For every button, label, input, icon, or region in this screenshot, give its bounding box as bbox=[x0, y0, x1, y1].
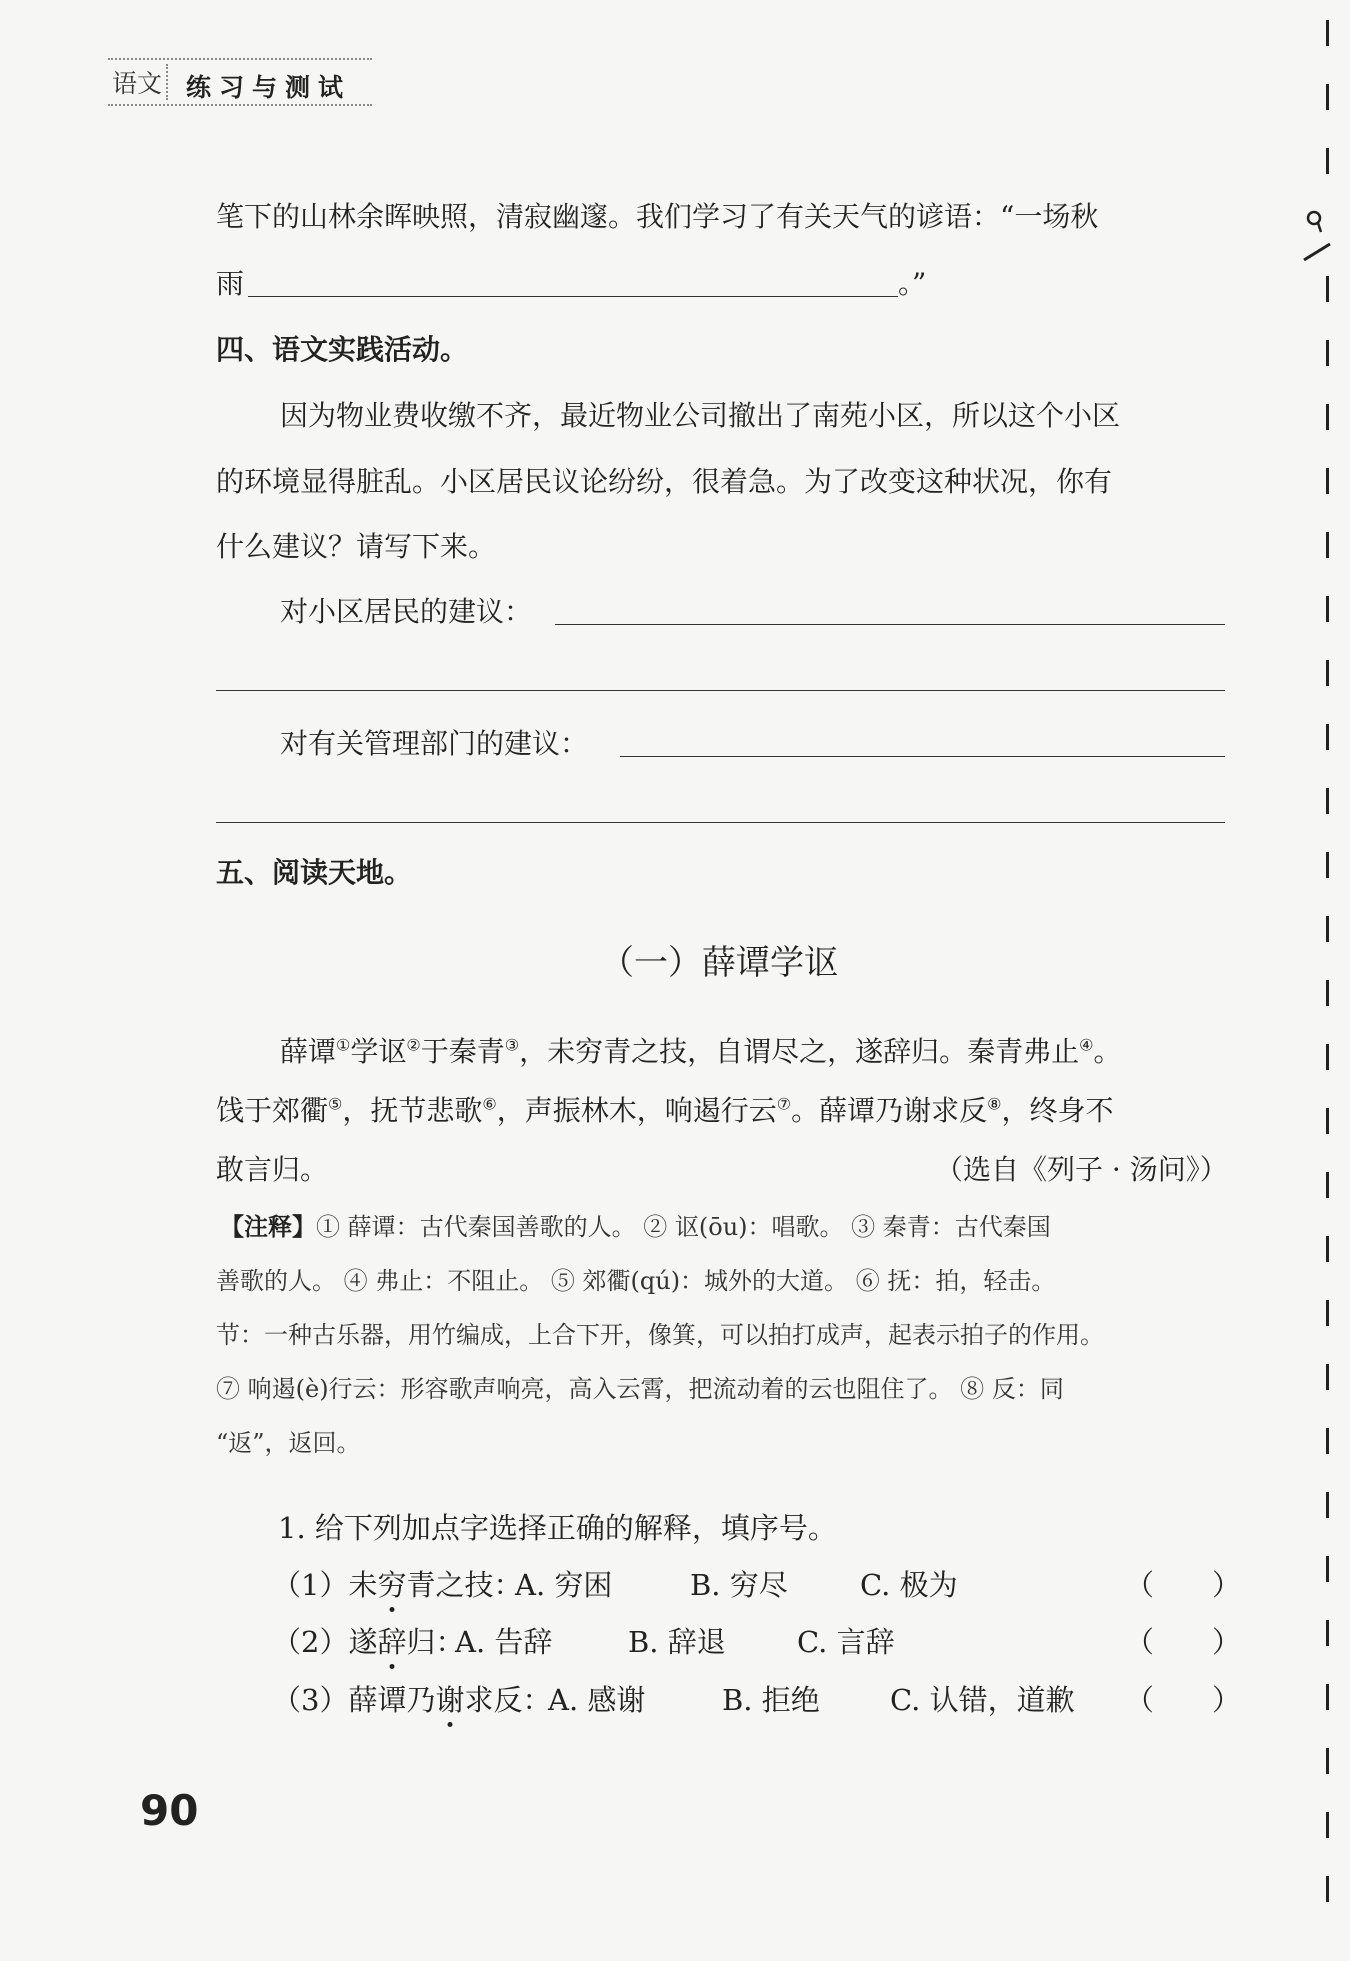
answer-paren[interactable]: （ ） bbox=[1125, 1625, 1242, 1659]
answer-blank[interactable] bbox=[555, 624, 1225, 625]
option-c[interactable]: C. 极为 bbox=[860, 1568, 958, 1602]
passage-source: （选自《列子 · 汤问》） bbox=[935, 1153, 1228, 1186]
question-prompt: 1. 给下列加点字选择正确的解释，填序号。 bbox=[278, 1511, 837, 1545]
cut-line-dash bbox=[1326, 1172, 1329, 1198]
note-line: “返”，返回。 bbox=[216, 1429, 361, 1457]
answer-blank[interactable] bbox=[248, 296, 898, 297]
question-item: （3）薛谭乃谢求反： bbox=[272, 1678, 552, 1719]
section-heading: 四、语文实践活动。 bbox=[216, 333, 469, 366]
answer-paren[interactable]: （ ） bbox=[1125, 1683, 1242, 1717]
cut-line-dash bbox=[1326, 1748, 1329, 1774]
note-line: 节：一种古乐器，用竹编成，上合下开，像箕，可以拍打成声，起表示拍子的作用。 bbox=[216, 1321, 1104, 1349]
question-item: （1）未穷青之技： bbox=[272, 1563, 523, 1604]
option-b[interactable]: B. 穷尽 bbox=[690, 1568, 788, 1602]
cut-line-dash bbox=[1326, 1428, 1329, 1454]
cut-line-dash bbox=[1326, 916, 1329, 942]
cut-line-dash bbox=[1326, 1620, 1329, 1646]
page-number: 90 bbox=[140, 1786, 199, 1835]
cut-line-dash bbox=[1326, 596, 1329, 622]
cut-line-dash bbox=[1326, 532, 1329, 558]
cut-line-dash bbox=[1326, 1300, 1329, 1326]
cut-line-dash bbox=[1326, 1044, 1329, 1070]
option-a[interactable]: A. 告辞 bbox=[455, 1625, 553, 1659]
cut-line-dash bbox=[1326, 1236, 1329, 1262]
answer-paren[interactable]: （ ） bbox=[1125, 1568, 1242, 1602]
passage-line: 敢言归。 bbox=[216, 1153, 329, 1186]
option-b[interactable]: B. 拒绝 bbox=[722, 1683, 820, 1717]
note-label: 【注释】 bbox=[220, 1213, 316, 1241]
option-c[interactable]: C. 言辞 bbox=[797, 1625, 895, 1659]
answer-blank[interactable] bbox=[216, 822, 1225, 823]
suggestion-prompt: 对有关管理部门的建议： bbox=[280, 727, 589, 760]
cut-line-dash bbox=[1326, 1812, 1329, 1838]
answer-blank[interactable] bbox=[216, 690, 1225, 691]
suggestion-prompt: 对小区居民的建议： bbox=[280, 595, 533, 628]
note-line: 善歌的人。 ④ 弗止：不阻止。 ⑤ 郊衢(qú)：城外的大道。 ⑥ 抚：拍，轻击。 bbox=[216, 1267, 1056, 1295]
cut-line-dash bbox=[1326, 1108, 1329, 1134]
text-line: 。” bbox=[898, 267, 927, 300]
cut-line-dash bbox=[1326, 468, 1329, 494]
cut-line-dash bbox=[1326, 852, 1329, 878]
cut-line-dash bbox=[1326, 1876, 1329, 1902]
passage-line: 薛谭①学讴②于秦青③，未穷青之技，自谓尽之，遂辞归。秦青弗止④。 bbox=[280, 1035, 1122, 1068]
option-a[interactable]: A. 穷困 bbox=[515, 1568, 613, 1602]
section-heading: 五、阅读天地。 bbox=[216, 856, 413, 889]
passage-line: 饯于郊衢⑤，抚节悲歌⑥，声振林木，响遏行云⑦。薛谭乃谢求反⑧，终身不 bbox=[216, 1094, 1114, 1127]
option-a[interactable]: A. 感谢 bbox=[548, 1683, 646, 1717]
header-divider bbox=[166, 64, 168, 100]
answer-blank[interactable] bbox=[620, 756, 1225, 757]
cut-line-dash bbox=[1326, 980, 1329, 1006]
cut-line-dash bbox=[1326, 660, 1329, 686]
cut-line-dash bbox=[1326, 84, 1329, 110]
cut-line-dash bbox=[1326, 1556, 1329, 1582]
option-b[interactable]: B. 辞退 bbox=[628, 1625, 726, 1659]
text-line: 因为物业费收缴不齐，最近物业公司撤出了南苑小区，所以这个小区 bbox=[280, 399, 1121, 432]
cut-line-dash bbox=[1326, 724, 1329, 750]
text-line: 的环境显得脏乱。小区居民议论纷纷，很着急。为了改变这种状况，你有 bbox=[216, 465, 1113, 498]
cut-line-dash bbox=[1326, 20, 1329, 46]
note-line: 【注释】① 薛谭：古代秦国善歌的人。 ② 讴(ōu)：唱歌。 ③ 秦青：古代秦国 bbox=[220, 1213, 1051, 1241]
option-c[interactable]: C. 认错，道歉 bbox=[890, 1683, 1075, 1717]
cut-line-dash bbox=[1326, 1492, 1329, 1518]
cut-line-dash bbox=[1326, 1364, 1329, 1390]
question-item: （2）遂辞归： bbox=[272, 1620, 465, 1661]
note-line: ⑦ 响遏(è)行云：形容歌声响亮，高入云霄，把流动着的云也阻住了。 ⑧ 反：同 bbox=[216, 1375, 1064, 1403]
cut-line-dash bbox=[1326, 788, 1329, 814]
scissors-icon bbox=[1298, 208, 1338, 272]
cut-line-dash bbox=[1326, 276, 1329, 302]
cut-line-dash bbox=[1326, 404, 1329, 430]
text-line: 笔下的山林余晖映照，清寂幽邃。我们学习了有关天气的谚语：“一场秋 bbox=[216, 200, 1099, 233]
cut-line-dash bbox=[1326, 148, 1329, 174]
cut-line-dash bbox=[1326, 1684, 1329, 1710]
text-line: 什么建议？请写下来。 bbox=[216, 530, 497, 563]
cut-line-dash bbox=[1326, 340, 1329, 366]
header-subject: 语文 bbox=[112, 69, 163, 98]
header-title: 练习与测试 bbox=[186, 73, 352, 102]
passage-title: （一）薛谭学讴 bbox=[600, 943, 838, 983]
text-line: 雨 bbox=[216, 267, 245, 300]
